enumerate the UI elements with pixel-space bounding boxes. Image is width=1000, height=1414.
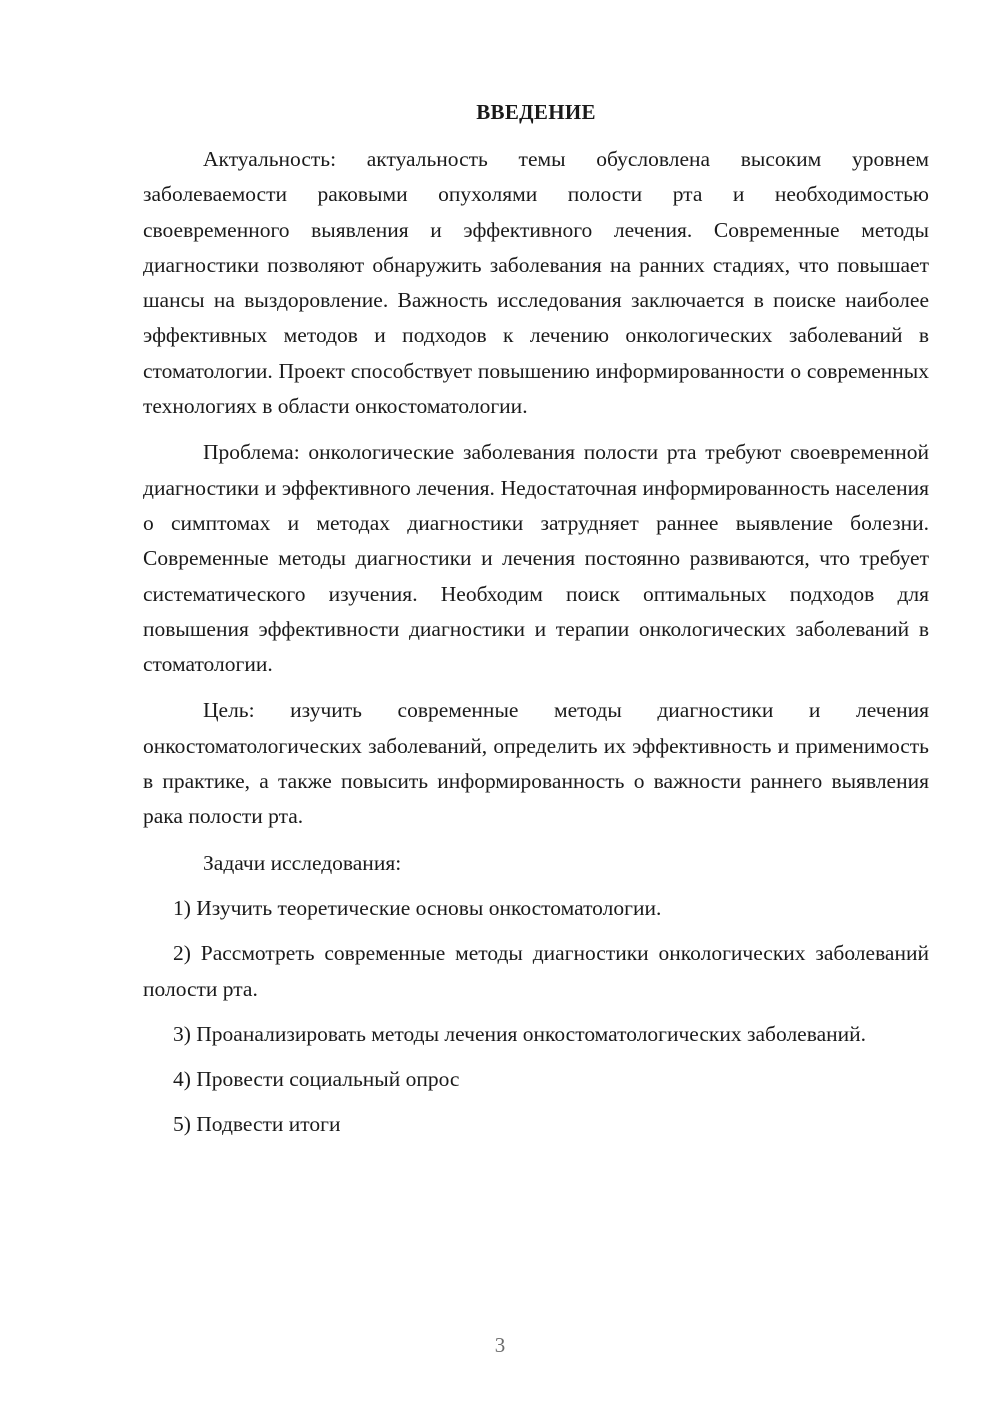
paragraph-goal: Цель: изучить современные методы диагностики и лечения онкостоматологических заболеваний, определить их эффективность и применимость в практике, а также повысить информированность о важности раннего выявления рака полости рта. [143, 698, 929, 829]
page-content [143, 95, 929, 1143]
page-number: 3 [494, 1333, 506, 1357]
task-item-2: 2) Рассмотреть современные методы диагностики онкологических заболеваний полости рта. [143, 941, 929, 1001]
paragraph-problem: Проблема: онкологические заболевания полости рта требуют своевременной диагностики и эффективного лечения. Недостаточная информированность населения о симптомах и методах диагностики затрудняет раннее выявление болезни. Современные методы диагностики и лечения постоянно развиваются, что требует систематического изучения. Необходим поиск оптимальных подходов для повышения эффективности диагностики и терапии онкологических заболеваний в стоматологии. [143, 440, 929, 677]
paragraph-relevance: Актуальность: актуальность темы обусловлена высоким уровнем заболеваемости раковыми опухолями полости рта и необходимостью своевременного выявления и эффективного лечения. Современные методы диагностики позволяют обнаружить заболевания на ранних стадиях, что повышает шансы на выздоровление. Важность исследования заключается в поиске наиболее эффективных методов и подходов к лечению онкологических заболеваний в стоматологии. Проект способствует повышению информированности о современных технологиях в области онкостоматологии. [143, 147, 929, 419]
task-item-4: 4) Провести социальный опрос [173, 1067, 460, 1092]
task-item-1: 1) Изучить теоретические основы онкостоматологии. [173, 895, 662, 920]
task-item-5: 5) Подвести итоги [173, 1112, 341, 1137]
tasks-heading: Задачи исследования: [203, 850, 402, 875]
task-item-3: 3) Проанализировать методы лечения онкостоматологических заболеваний. [173, 1021, 867, 1046]
page-title: ВВЕДЕНИЕ [476, 100, 596, 124]
task-list [143, 891, 929, 1143]
